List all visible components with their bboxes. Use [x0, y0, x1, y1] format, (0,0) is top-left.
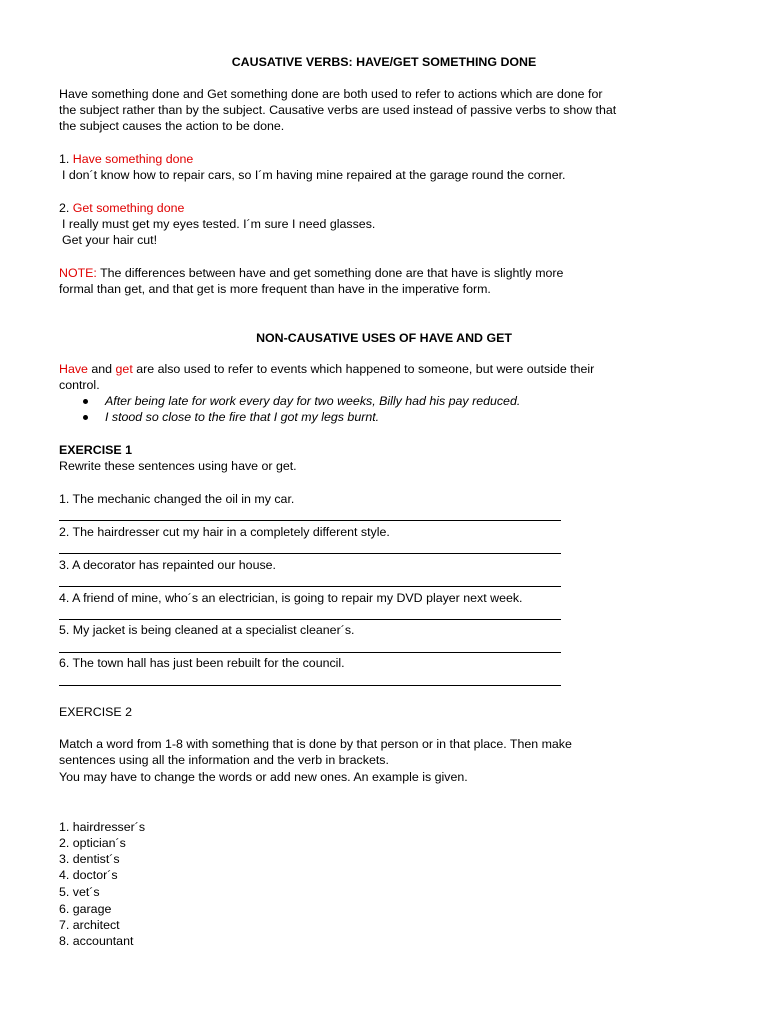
- note-text-1: The differences between have and get something done are that have is slightly more: [100, 266, 564, 280]
- answer-line-1[interactable]: [59, 520, 561, 521]
- exercise2-instruction-1: Match a word from 1-8 with something that is done by that person or in that place. Then make: [59, 737, 572, 751]
- list-item: 4. doctor´s: [59, 868, 118, 882]
- answer-line-5[interactable]: [59, 652, 561, 653]
- exercise1-item-4: 4. A friend of mine, who´s an electrician, is going to repair my DVD player next week.: [59, 591, 523, 605]
- bullet-icon: [83, 399, 88, 404]
- answer-line-3[interactable]: [59, 586, 561, 587]
- list-item: 8. accountant: [59, 934, 134, 948]
- bullet-icon: [83, 415, 88, 420]
- section-title-noncausative: NON-CAUSATIVE USES OF HAVE AND GET: [256, 331, 512, 345]
- section1-heading: Have something done: [72, 152, 194, 166]
- section2-heading-line: [59, 200, 184, 216]
- exercise1-item-6: 6. The town hall has just been rebuilt for the council.: [59, 656, 345, 670]
- exercise1-item-2: 2. The hairdresser cut my hair in a completely different style.: [59, 525, 390, 539]
- list-item: 7. architect: [59, 918, 120, 932]
- bullet-item-2: I stood so close to the fire that I got my legs burnt.: [105, 410, 380, 424]
- intro-line-3: the subject causes the action to be done.: [59, 119, 285, 133]
- bullet-item-1: After being late for work every day for two weeks, Billy had his pay reduced.: [105, 394, 521, 408]
- section1-number: 1.: [59, 152, 73, 166]
- list-item: 3. dentist´s: [59, 852, 120, 866]
- section2-example-1: I really must get my eyes tested. I´m sure I need glasses.: [62, 217, 376, 231]
- exercise1-instruction: Rewrite these sentences using have or get.: [59, 459, 297, 473]
- exercise1-item-3: 3. A decorator has repainted our house.: [59, 558, 276, 572]
- noncausative-line-2: control.: [59, 378, 100, 392]
- noncausative-line-1: [59, 361, 594, 377]
- note-line-2: formal than get, and that get is more frequent than have in the imperative form.: [59, 282, 491, 296]
- exercise1-heading: EXERCISE 1: [59, 443, 132, 457]
- section1-heading-line: [59, 151, 193, 167]
- exercise1-item-5: 5. My jacket is being cleaned at a specialist cleaner´s.: [59, 623, 355, 637]
- list-item: 2. optician´s: [59, 836, 126, 850]
- page-title: CAUSATIVE VERBS: HAVE/GET SOMETHING DONE: [231, 55, 537, 69]
- exercise2-instruction-3: You may have to change the words or add new ones. An example is given.: [59, 770, 468, 784]
- answer-line-4[interactable]: [59, 619, 561, 620]
- exercise2-heading: EXERCISE 2: [59, 705, 132, 719]
- list-item: 1. hairdresser´s: [59, 820, 146, 834]
- section2-example-2: Get your hair cut!: [62, 233, 158, 247]
- list-item: 5. vet´s: [59, 885, 100, 899]
- word-and: and: [91, 362, 113, 376]
- noncausative-rest: are also used to refer to events which happened to someone, but were outside their: [136, 362, 595, 376]
- exercise2-instruction-2: sentences using all the information and the verb in brackets.: [59, 753, 389, 767]
- note-line-1: [59, 265, 563, 281]
- section2-heading: Get something done: [72, 201, 185, 215]
- section1-example: I don´t know how to repair cars, so I´m having mine repaired at the garage round the corner.: [62, 168, 566, 182]
- note-label: NOTE:: [59, 266, 97, 280]
- word-have: Have: [59, 362, 88, 376]
- intro-line-1: Have something done and Get something done are both used to refer to actions which are done for: [59, 87, 603, 101]
- intro-line-2: the subject rather than by the subject. Causative verbs are used instead of passive verbs to show that: [59, 103, 617, 117]
- answer-line-6[interactable]: [59, 685, 561, 686]
- section2-number: 2.: [59, 201, 73, 215]
- word-get: get: [115, 362, 133, 376]
- exercise1-item-1: 1. The mechanic changed the oil in my car.: [59, 492, 295, 506]
- answer-line-2[interactable]: [59, 553, 561, 554]
- list-item: 6. garage: [59, 902, 112, 916]
